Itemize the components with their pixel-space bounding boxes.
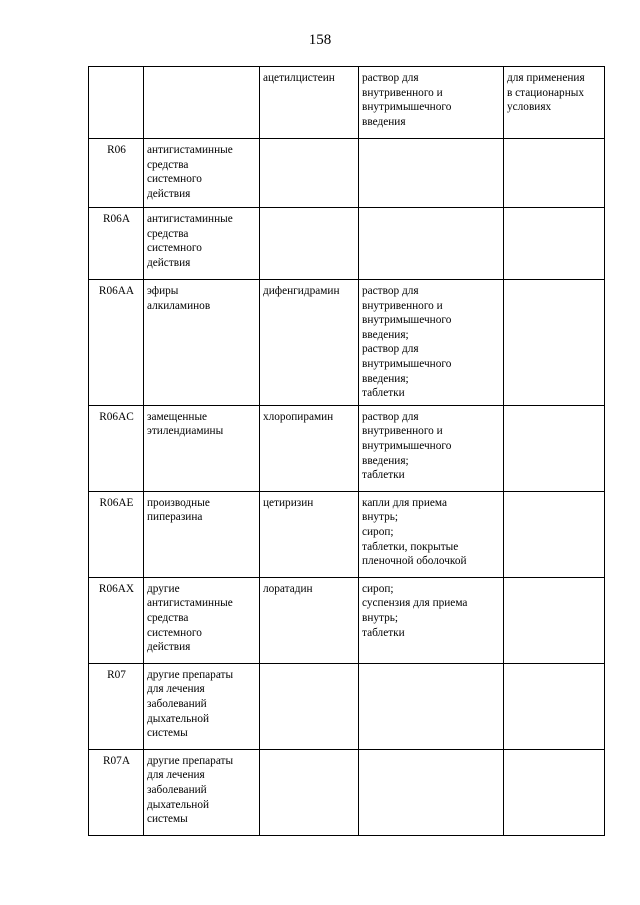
anatomic-group-line: производные — [147, 496, 210, 509]
dosage-form-line: таблетки — [362, 626, 405, 639]
anatomic-group-line: системного — [147, 173, 202, 186]
drug-name-cell — [260, 577, 359, 663]
dosage-form-line: внутримышечного — [362, 314, 452, 327]
atc-code-cell — [89, 139, 144, 208]
anatomic-group-line: антигистаминные — [147, 213, 233, 225]
drug-name-line: хлоропирамин — [263, 410, 334, 423]
drug-name-cell — [260, 67, 359, 139]
note-line: в стационарных — [507, 86, 584, 99]
dosage-form-cell — [359, 405, 504, 491]
dosage-form-line: раствор для — [362, 285, 419, 297]
dosage-form-line: раствор для — [362, 410, 419, 423]
anatomic-group-cell — [144, 491, 260, 577]
anatomic-group-line: алкиламинов — [147, 299, 211, 312]
dosage-form-line: внутривенного и — [362, 299, 443, 312]
dosage-form-line: внутримышечного — [362, 101, 452, 114]
drug-name-cell — [260, 491, 359, 577]
dosage-form-line: суспензия для приема — [362, 597, 468, 610]
dosage-form-line: введения; — [362, 454, 409, 467]
atc-code-cell — [89, 280, 144, 406]
anatomic-group-line: пиперазина — [147, 511, 203, 524]
anatomic-group-line: системного — [147, 242, 202, 255]
dosage-form-line: таблетки — [362, 387, 405, 400]
atc-code-cell — [89, 749, 144, 835]
note-cell — [504, 280, 605, 406]
anatomic-group-line: этилендиамины — [147, 425, 224, 438]
drug-name-line: ацетилцистеин — [263, 72, 335, 84]
table-row — [89, 67, 605, 139]
atc-code-text: R06AE — [99, 496, 134, 509]
atc-code-cell — [89, 405, 144, 491]
table-row — [89, 577, 605, 663]
anatomic-group-line: действия — [147, 256, 191, 269]
note-cell — [504, 577, 605, 663]
atc-code-text: R06A — [103, 213, 130, 225]
anatomic-group-line: заболеваний — [147, 697, 207, 710]
anatomic-group-line: антигистаминные — [147, 597, 233, 610]
drug-table — [88, 66, 605, 836]
atc-code-cell — [89, 491, 144, 577]
dosage-form-line: введения; — [362, 372, 409, 385]
table-body — [89, 67, 605, 836]
drug-name-cell — [260, 749, 359, 835]
anatomic-group-line: системы — [147, 813, 188, 826]
anatomic-group-line: антигистаминные — [147, 144, 233, 156]
table-row — [89, 208, 605, 280]
anatomic-group-line: заболеваний — [147, 783, 207, 796]
dosage-form-line: сироп; — [362, 582, 394, 595]
atc-code-text: R06AA — [98, 285, 135, 297]
drug-name-line: лоратадин — [263, 582, 313, 595]
anatomic-group-line: системы — [147, 727, 188, 740]
dosage-form-line: внутримышечного — [362, 439, 452, 452]
anatomic-group-line: средства — [147, 158, 189, 171]
drug-name-cell — [260, 280, 359, 406]
note-cell — [504, 405, 605, 491]
table-row — [89, 491, 605, 577]
anatomic-group-line: средства — [147, 611, 189, 624]
dosage-form-cell — [359, 749, 504, 835]
note-cell — [504, 67, 605, 139]
dosage-form-line: внутривенного и — [362, 86, 443, 99]
dosage-form-cell — [359, 663, 504, 749]
anatomic-group-line: дыхательной — [147, 798, 210, 811]
dosage-form-cell — [359, 280, 504, 406]
dosage-form-line: таблетки, покрытые — [362, 540, 459, 553]
dosage-form-cell — [359, 208, 504, 280]
atc-code-cell — [89, 67, 144, 139]
atc-code-text: R06AC — [99, 410, 134, 423]
anatomic-group-line: замещенные — [147, 410, 208, 423]
note-cell — [504, 663, 605, 749]
drug-name-cell — [260, 139, 359, 208]
drug-name-cell — [260, 405, 359, 491]
anatomic-group-line: действия — [147, 187, 191, 200]
atc-code-text: R07 — [107, 668, 126, 681]
table-row — [89, 663, 605, 749]
dosage-form-cell — [359, 577, 504, 663]
anatomic-group-line: другие препараты — [147, 668, 234, 681]
anatomic-group-cell — [144, 280, 260, 406]
dosage-form-line: внутрь; — [362, 611, 399, 624]
anatomic-group-line: другие препараты — [147, 754, 234, 767]
note-cell — [504, 749, 605, 835]
anatomic-group-line: эфиры — [147, 285, 179, 297]
dosage-form-line: внутримышечного — [362, 357, 452, 370]
dosage-form-line: внутрь; — [362, 511, 399, 524]
anatomic-group-line: средства — [147, 227, 189, 240]
table-row — [89, 139, 605, 208]
drug-name-line: дифенгидрамин — [263, 285, 340, 297]
anatomic-group-line: для лечения — [147, 683, 205, 696]
note-cell — [504, 491, 605, 577]
note-line: для применения — [507, 72, 585, 84]
dosage-form-cell — [359, 139, 504, 208]
dosage-form-cell — [359, 67, 504, 139]
atc-code-text: R06 — [107, 144, 126, 156]
anatomic-group-cell — [144, 139, 260, 208]
drug-name-line: цетиризин — [263, 496, 314, 509]
anatomic-group-cell — [144, 405, 260, 491]
anatomic-group-cell — [144, 577, 260, 663]
dosage-form-line: раствор для — [362, 72, 419, 84]
atc-code-cell — [89, 208, 144, 280]
dosage-form-line: введения; — [362, 328, 409, 341]
dosage-form-line: введения — [362, 115, 406, 128]
dosage-form-line: таблетки — [362, 469, 405, 482]
atc-code-cell — [89, 663, 144, 749]
dosage-form-line: внутривенного и — [362, 425, 443, 438]
anatomic-group-line: дыхательной — [147, 712, 210, 725]
dosage-form-cell — [359, 491, 504, 577]
table-row — [89, 749, 605, 835]
note-cell — [504, 208, 605, 280]
anatomic-group-cell — [144, 208, 260, 280]
drug-name-cell — [260, 663, 359, 749]
dosage-form-line: капли для приема — [362, 496, 447, 509]
anatomic-group-cell — [144, 67, 260, 139]
atc-code-text: R07A — [103, 754, 130, 767]
atc-code-cell — [89, 577, 144, 663]
anatomic-group-line: действия — [147, 641, 191, 654]
atc-code-text: R06AX — [98, 582, 135, 595]
anatomic-group-line: для лечения — [147, 769, 205, 782]
dosage-form-line: сироп; — [362, 525, 394, 538]
dosage-form-line: пленочной оболочкой — [362, 555, 467, 568]
note-line: условиях — [507, 101, 552, 114]
table-row — [89, 405, 605, 491]
drug-name-cell — [260, 208, 359, 280]
dosage-form-line: раствор для — [362, 343, 419, 356]
note-cell — [504, 139, 605, 208]
table-row — [89, 280, 605, 406]
anatomic-group-cell — [144, 749, 260, 835]
anatomic-group-cell — [144, 663, 260, 749]
page-number: 158 — [308, 32, 332, 48]
anatomic-group-line: другие — [147, 582, 180, 595]
anatomic-group-line: системного — [147, 626, 202, 639]
